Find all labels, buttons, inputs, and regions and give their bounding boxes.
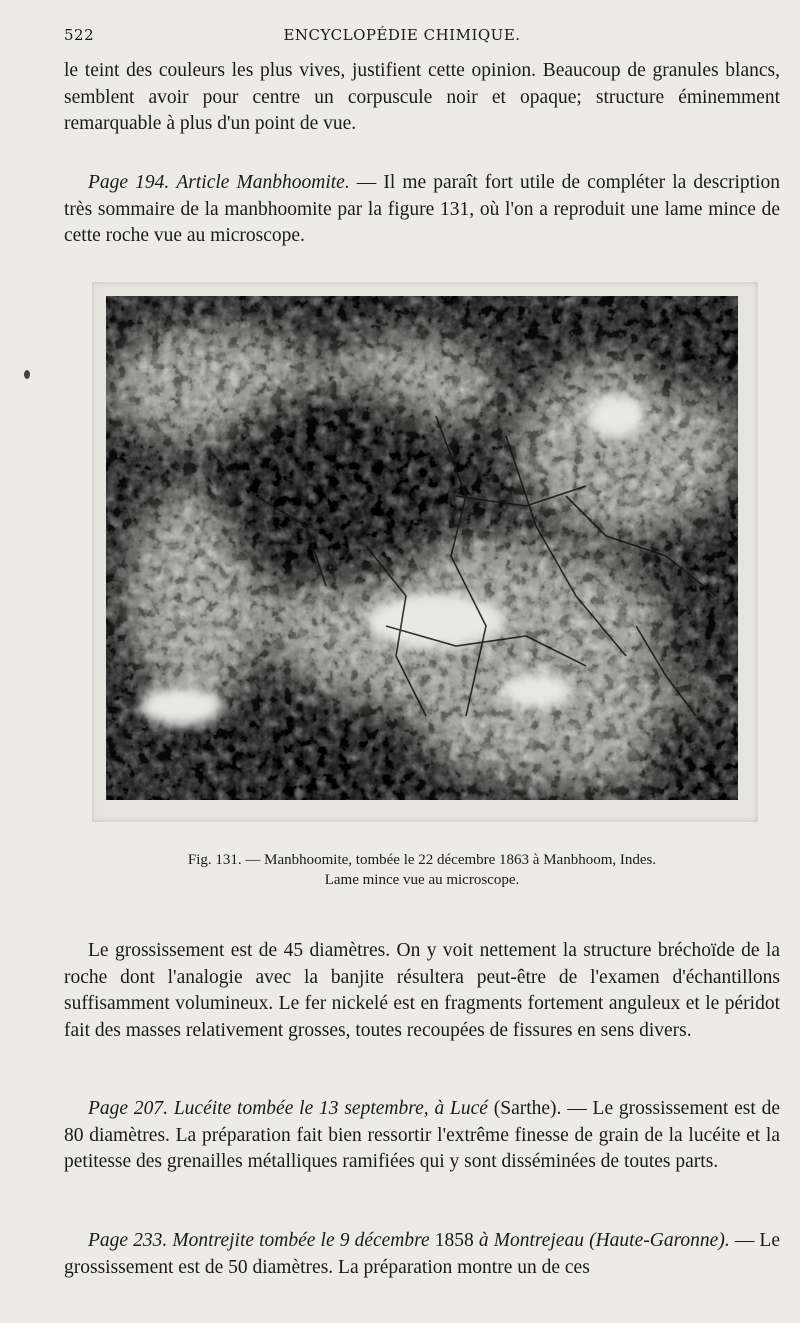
page-reference: Page 207.: [88, 1098, 169, 1119]
paragraph-luceite: [64, 1096, 780, 1176]
page-reference: Page 194.: [88, 172, 170, 193]
caption-line-2: Lame mince vue au microscope.: [324, 872, 520, 888]
place-name: à Montrejeau: [478, 1230, 584, 1251]
paragraph-text: — Il me paraît fort utile de compléter la description très sommaire de la manbhoomite par la figure 131, où l'on a reproduit une lame mince de cette roche vue au microscope.: [64, 172, 780, 246]
journal-title: ENCYCLOPÉDIE CHIMIQUE.: [283, 26, 521, 44]
article-title: Article Manbhoomite.: [176, 172, 350, 193]
paragraph-text: — Le grossissement est de 50 diamètres. La préparation montre un de ces: [64, 1230, 781, 1278]
caption-line-1: Fig. 131. — Manbhoomite, tombée le 22 décembre 1863 à Manbhoom, Indes.: [187, 852, 657, 868]
figure-caption: [64, 850, 780, 890]
paragraph-grossissement: [64, 938, 780, 1044]
paragraph-text: Le grossissement est de 45 diamètres. On y voit nettement la structure bréchoïde de la roche dont l'analogie avec la banjite résultera peut-être de l'examen d'échantillons suffisamment volumineux. Le fer nickelé est en fragments fortement anguleux et le péridot fait des masses relativement grosses, toutes recoupées de fissures en sens divers.: [64, 940, 780, 1041]
place-parenthesis: (Haute-Garonne).: [589, 1230, 730, 1251]
page-number: 522: [64, 26, 95, 44]
micrograph-photo: [106, 296, 738, 800]
place-parenthesis: (Sarthe).: [493, 1098, 562, 1119]
paragraph-montrejite: [64, 1228, 780, 1281]
ink-spot: [24, 370, 30, 379]
year: 1858: [434, 1230, 474, 1251]
running-head: [64, 26, 740, 48]
paragraph-opening: [64, 58, 780, 138]
paragraph-text: — Le grossissement est de 80 diamètres. La préparation fait bien ressortir l'extrême finesse de grain de la lucéite et la petitesse des grenailles métalliques ramifiées qui y sont disséminées de toutes parts.: [64, 1098, 781, 1172]
paragraph-manbhoomite: [64, 170, 780, 250]
article-title: Lucéite tombée le 13 septembre, à Lucé: [173, 1098, 488, 1119]
article-title: Montrejite tombée le 9 décembre: [172, 1230, 430, 1251]
paragraph-text: le teint des couleurs les plus vives, justifient cette opinion. Beaucoup de granules blancs, semblent avoir pour centre un corpuscule noir et opaque; structure éminemment remarquable à plus d'un point de vue.: [64, 60, 780, 134]
page-reference: Page 233.: [88, 1230, 168, 1251]
